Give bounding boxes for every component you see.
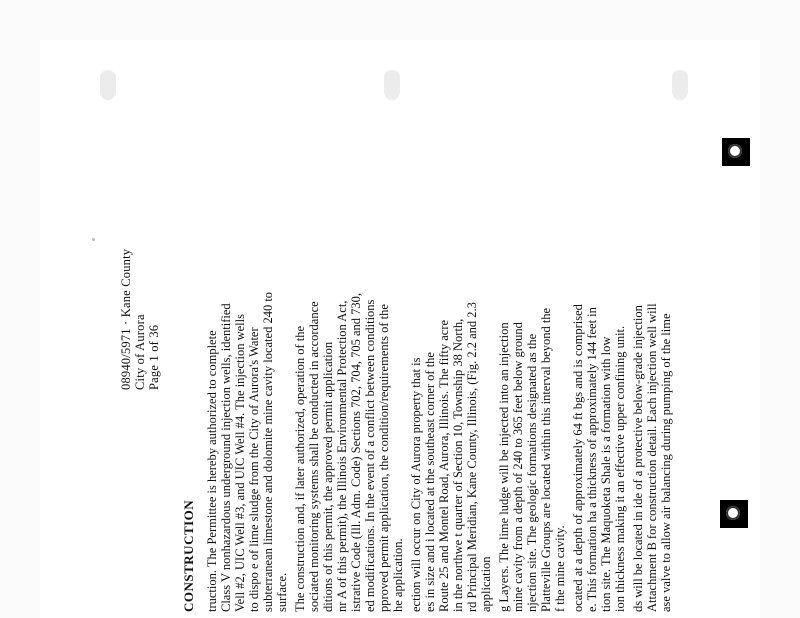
body-line: ditions of this permit, the approved permit application (321, 341, 335, 612)
body-line: g Layers. The lime ludge will be injected into an injection (497, 322, 511, 612)
body-line: ase valve to allow air balancing during pumping of the lime (659, 313, 673, 612)
body-line: nr A of this permit), the Illinois Environmental Protection Act, (335, 300, 349, 612)
body-line: e. This formation ha a thickness of approximately 144 feet in (585, 307, 599, 612)
body-line: pproved permit application, the condition/requirements of the (377, 304, 391, 612)
body-line: subterranean limestone and dolomite mine cavity located 240 to (261, 291, 275, 612)
body-line: ection will occur on City of Aurora property that is (409, 357, 423, 612)
scan-speck (92, 238, 95, 241)
section-title: CONSTRUCTION (181, 499, 196, 612)
body-line: ion thickness making it an effective upper confining unit. (613, 325, 627, 612)
body-line: njection site. The geologic formations designated as the (525, 333, 539, 612)
body-line: ed modifications. In the event of a conflict between conditions (363, 299, 377, 612)
body-line: Route 25 and Montel Road, Aurora, Illinois. The fifty acre (437, 319, 451, 612)
punch-hole-top (100, 70, 116, 100)
body-line: Platteville Groups are located within this interval beyond the (539, 307, 553, 612)
body-line: rd Principal Meridian, Kane County, Illinois, (Fig. 2.2 and 2.3 (465, 302, 479, 612)
header-page-number: Page 1 of 36 (147, 324, 161, 390)
body-line: to dispo e of lime sludge from the City of Aurora's Water (247, 327, 261, 612)
body-line: ds will be located in ide of a protective below-grade injection (631, 305, 645, 612)
body-line: truction. The Permittee is hereby authorized to complete (205, 330, 219, 612)
body-line: Class V nonhazardous underground injection wells, identified (219, 303, 233, 612)
body-line: he application. (391, 538, 405, 612)
body-line: The construction and, if later authorized, operation of the (293, 325, 307, 612)
body-line: Attachment B for construction detail. Each injection well will (645, 303, 659, 612)
body-line: surface. (275, 572, 289, 612)
body-line: Vell #2, UIC Well #3, and UIC Well #4. The injection wells (233, 314, 247, 612)
punch-hole-middle (384, 70, 400, 100)
punch-hole-bottom (672, 70, 688, 100)
body-line: f the mine cavity. (553, 525, 567, 612)
header-city: City of Aurora (133, 314, 147, 390)
body-line: application (479, 556, 493, 612)
body-line: mine cavity from a depth of 240 to 365 feet below ground (511, 322, 525, 612)
body-line: ocated at a depth of approximately 64 ft bgs and is comprised (571, 304, 585, 612)
header-permit-county: 08940/5971 · Kane County (119, 248, 133, 390)
body-line: in the northwe t quarter of Section 10, Township 38 North, (451, 318, 465, 612)
body-line: es in size and i located at the southeast corner of the (423, 352, 437, 612)
binder-ring-bottom-icon (720, 500, 748, 528)
body-line: sociated monitoring systems shall be conducted in accordance (307, 301, 321, 612)
binder-ring-top-icon (722, 138, 750, 166)
body-line: istrative Code (Ill. Adm. Code) Sections 702, 704, 705 and 730, (349, 292, 363, 612)
body-line: tion site. The Maquoketa Shale is a formation with low (599, 336, 613, 612)
